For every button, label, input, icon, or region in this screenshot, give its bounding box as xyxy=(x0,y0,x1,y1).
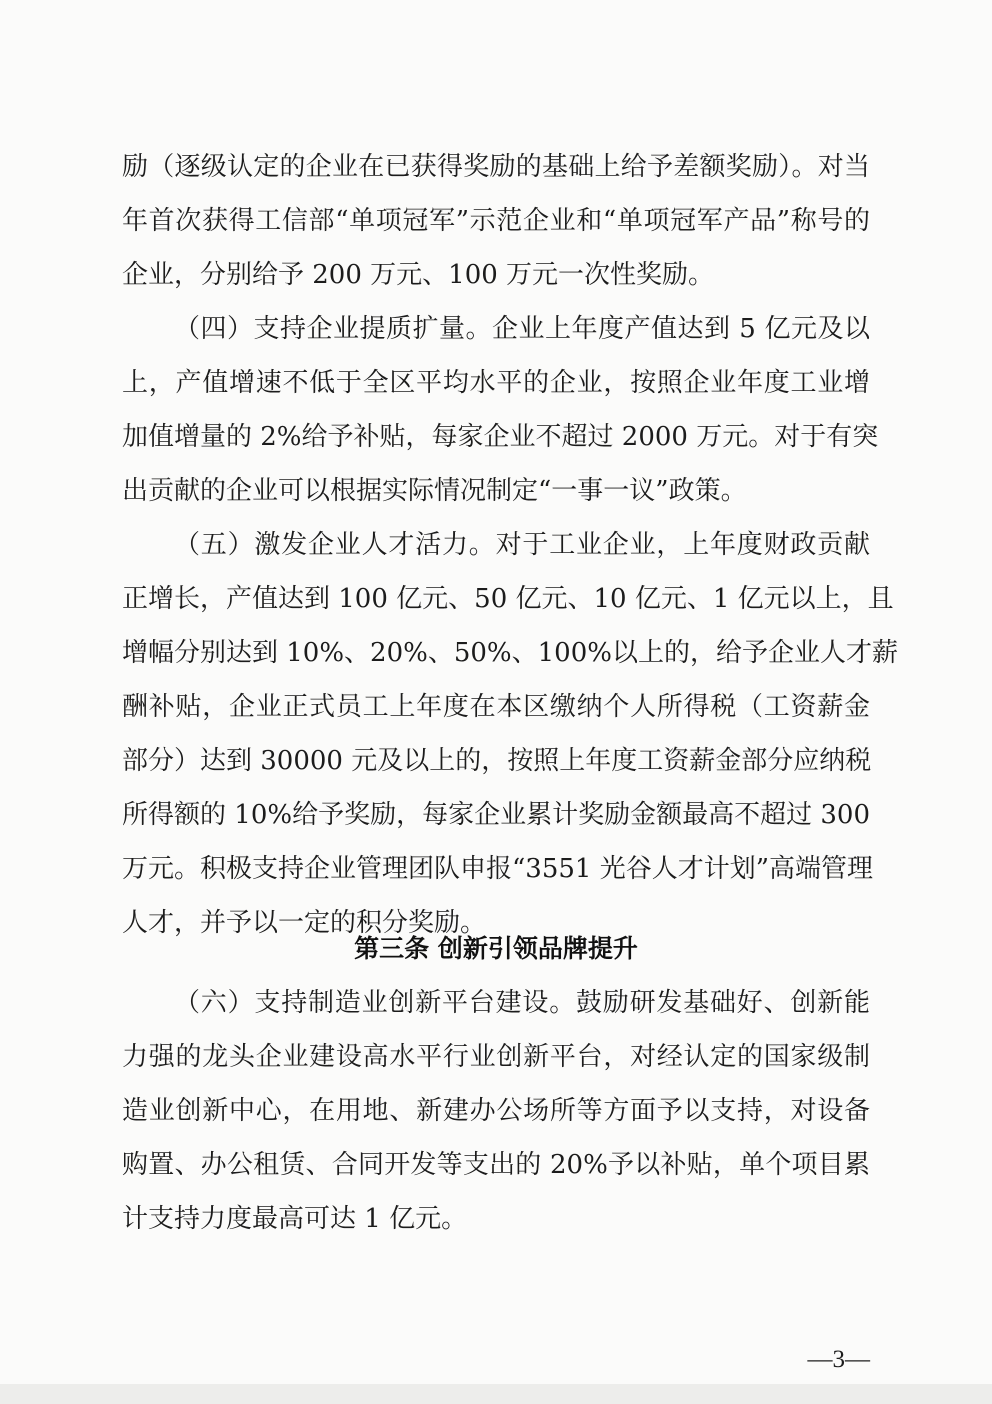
text-line-21: 计支持力度最高可达 1 亿元。 xyxy=(122,1204,468,1234)
text-line-9: 正增长，产值达到 100 亿元、50 亿元、10 亿元、1 亿元以上，且 xyxy=(122,584,894,614)
paragraph-4-first-line: （四）支持企业提质扩量。企业上年度产值达到 5 亿元及以 xyxy=(174,314,870,344)
text-line-13: 所得额的 10%给予奖励，每家企业累计奖励金额最高不超过 300 xyxy=(122,800,870,830)
scan-bottom-edge xyxy=(0,1384,992,1404)
page-number: —3— xyxy=(807,1346,870,1373)
paragraph-5-first-line: （五）激发企业人才活力。对于工业企业，上年度财政贡献 xyxy=(174,530,870,560)
text-line-2: 年首次获得工信部“单项冠军”示范企业和“单项冠军产品”称号的 xyxy=(122,206,870,236)
text-line-7: 出贡献的企业可以根据实际情况制定“一事一议”政策。 xyxy=(122,476,747,506)
text-line-5: 上，产值增速不低于全区平均水平的企业，按照企业年度工业增 xyxy=(122,368,870,398)
paragraph-6-first-line: （六）支持制造业创新平台建设。鼓励研发基础好、创新能 xyxy=(174,988,870,1018)
section-heading: 第三条 创新引领品牌提升 xyxy=(354,934,638,963)
text-line-19: 造业创新中心，在用地、新建办公场所等方面予以支持，对设备 xyxy=(122,1096,870,1126)
text-line-12: 部分）达到 30000 元及以上的，按照上年度工资薪金部分应纳税 xyxy=(122,746,872,776)
text-line-1: 励（逐级认定的企业在已获得奖励的基础上给予差额奖励）。对当 xyxy=(122,152,870,182)
text-line-18: 力强的龙头企业建设高水平行业创新平台，对经认定的国家级制 xyxy=(122,1042,870,1072)
text-line-10: 增幅分别达到 10%、20%、50%、100%以上的，给予企业人才薪 xyxy=(122,638,898,668)
text-line-3: 企业，分别给予 200 万元、100 万元一次性奖励。 xyxy=(122,260,715,290)
text-line-11: 酬补贴，企业正式员工上年度在本区缴纳个人所得税（工资薪金 xyxy=(122,692,870,722)
text-line-14: 万元。积极支持企业管理团队申报“3551 光谷人才计划”高端管理 xyxy=(122,854,874,884)
text-line-6: 加值增量的 2%给予补贴，每家企业不超过 2000 万元。对于有突 xyxy=(122,422,879,452)
text-line-15: 人才，并予以一定的积分奖励。 xyxy=(122,908,487,938)
text-line-20: 购置、办公租赁、合同开发等支出的 20%予以补贴，单个项目累 xyxy=(122,1150,870,1180)
